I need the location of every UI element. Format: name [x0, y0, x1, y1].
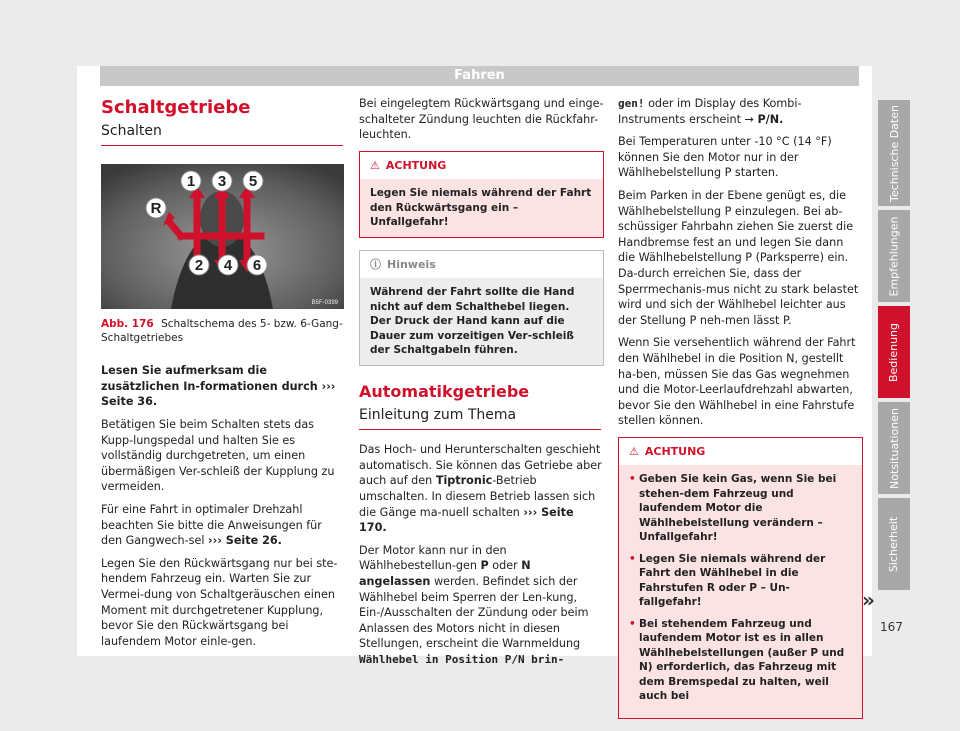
chapter-tabs	[878, 100, 910, 594]
paragraph-text: Tiptronic	[435, 474, 493, 488]
tab-sicherheit[interactable]	[878, 498, 910, 590]
gear-label-r: R	[150, 200, 162, 218]
tab-notsituationen[interactable]	[878, 402, 910, 494]
tab-empfehlungen[interactable]	[878, 210, 910, 302]
hint-box	[359, 250, 604, 366]
paragraph-text: -Betrieb umschalten. In diesem Betrieb lassen sich die Gänge ma-nuell schalten	[359, 474, 596, 519]
gear-label-5: 5	[248, 173, 258, 191]
paragraph	[359, 543, 604, 668]
warning-item: • Geben Sie kein Gas, wenn Sie bei stehen-dem Fahrzeug und laufendem Motor die Wählhebelstellung verändern – Unfallgefahr!	[629, 472, 852, 545]
paragraph	[359, 442, 604, 536]
warning-triangle-icon: ⚠	[370, 158, 380, 172]
tab-label: Bedienung	[887, 322, 901, 382]
paragraph	[101, 502, 346, 549]
warning-item: • Bei stehendem Fahrzeug und laufendem Motor ist es in allen Wählhebelstellungen (außer P und N) erforderlich, das Fahrzeug mit dem Bremspedal zu halten, weil auch bei	[629, 617, 852, 704]
section-title: Automatikgetriebe	[359, 381, 530, 401]
paragraph: Legen Sie den Rückwärtsgang nur bei ste-hendem Fahrzeug ein. Warten Sie zur Vermei-dung von Schaltgeräuschen einen Moment mit durchgetretener Kupplung, bevor Sie den Rückwärtsgang bei laufendem Motor einle-gen.	[101, 556, 338, 648]
paragraph-text: P/N.	[757, 112, 784, 126]
figure-number: Abb. 176	[101, 318, 154, 331]
gear-label-3: 3	[217, 173, 227, 191]
page-reference-link[interactable]: ››› Seite 36.	[101, 379, 336, 409]
column-2	[359, 96, 604, 674]
gear-shift-diagram	[101, 164, 344, 309]
warning-box	[359, 151, 604, 238]
continue-icon: »	[862, 588, 875, 612]
paragraph-text: oder	[492, 559, 518, 573]
section-title: Schaltgetriebe	[101, 97, 251, 118]
info-icon: ⓘ	[370, 257, 381, 271]
paragraph	[618, 96, 863, 127]
page-number: 167	[880, 620, 903, 634]
hint-body: Während der Fahrt sollte die Hand nicht auf dem Schalthebel liegen. Der Druck der Hand kann auf die Dauer zum vorzeitigen Ver-schleiß der Schaltgabeln führen.	[370, 286, 575, 357]
warning-title: ACHTUNG	[644, 444, 706, 458]
warning-body: Legen Sie niemals während der Fahrt den Rückwärtsgang ein – Unfallgefahr!	[370, 187, 592, 229]
warning-body	[619, 465, 862, 718]
paragraph: Bei Temperaturen unter -10 °C (14 °F) können Sie den Motor nur in der Wählhebelstellung P starten.	[618, 135, 832, 180]
tab-technische-daten[interactable]	[878, 100, 910, 206]
gear-label-1: 1	[186, 173, 196, 191]
page-header: Fahren	[100, 66, 859, 86]
warning-title: ACHTUNG	[385, 158, 447, 172]
gear-label-6: 6	[252, 257, 262, 275]
display-message: gen!	[618, 97, 645, 110]
paragraph: Betätigen Sie beim Schalten stets das Kupp-lungspedal und halten Sie es vollständig durchgetreten, um einen übermäßigen Ver-schleiß der Kupplung zu vermeiden.	[101, 417, 335, 494]
paragraph-text: N angelassen	[359, 559, 531, 588]
paragraph: Wenn Sie versehentlich während der Fahrt den Wählhebel in die Position N, gestellt ha-ben, müssen Sie das Gas wegnehmen und die Motor-Leerlaufdrehzahl abwarten, bevor Sie den Wählhebel in eine Fahrstufe stellen können.	[618, 336, 856, 428]
paragraph-text: P	[480, 559, 489, 573]
column-3	[618, 96, 863, 731]
hint-header	[360, 251, 603, 279]
page-reference-link[interactable]: ››› Seite 170.	[359, 505, 574, 535]
warning-header	[619, 438, 862, 466]
paragraph-text: Das Hoch- und Herunterschalten geschieht automatisch. Sie können das Getriebe aber auch auf den	[359, 443, 602, 488]
page-reference-link[interactable]: ››› Seite 26.	[208, 534, 282, 548]
warning-triangle-icon: ⚠	[629, 444, 639, 458]
tab-label: Notsituationen	[887, 407, 901, 489]
tab-label: Empfehlungen	[887, 216, 901, 296]
tab-bedienung[interactable]	[878, 306, 910, 398]
warning-item: • Legen Sie niemals während der Fahrt den Wählhebel in die Fahrstufen R oder P – Un-fallgefahr!	[629, 552, 852, 610]
gear-label-2: 2	[194, 257, 204, 275]
paragraph-text: oder im Display des Kombi-Instruments erscheint	[618, 97, 802, 126]
display-message: Wählhebel in Position P/N brin-	[359, 652, 565, 666]
intro-text: Lesen Sie aufmerksam die zusätzlichen In-formationen durch	[101, 364, 318, 393]
tab-label: Technische Daten	[887, 104, 901, 202]
arrow-right-icon: →	[744, 112, 754, 126]
subsection-title: Schalten	[101, 124, 343, 147]
paragraph: Beim Parken in der Ebene genügt es, die Wählhebelstellung P einzulegen. Bei ab-schüssiger Fahrbahn ziehen Sie zuerst die Handbremse fest an und legen Sie dann die Wählhebelstellung P (Parksperre) ein. Da-durch erreichen Sie, dass der Sperrmechanis-mus nicht zu stark belastet wird und sich der Wählhebel leichter aus der Stellung P neh-men lässt P.	[618, 188, 859, 327]
paragraph-text: Der Motor kann nur in den Wählhebestellun-gen	[359, 543, 507, 573]
figure-code: B5F-0399	[311, 300, 338, 307]
figure-caption-text: Schaltschema des 5- bzw. 6-Gang-Schaltgetriebes	[101, 318, 343, 345]
gear-label-4: 4	[223, 257, 233, 275]
subsection-title: Einleitung zum Thema	[359, 408, 601, 431]
intro-paragraph	[101, 363, 346, 410]
figure-caption	[101, 317, 346, 345]
paragraph: Bei eingelegtem Rückwärtsgang und einge-schalteter Zündung leuchten die Rückfahr-leuchten.	[359, 97, 604, 142]
column-1	[101, 96, 346, 656]
warning-box	[618, 437, 863, 719]
hint-title: Hinweis	[387, 257, 436, 271]
warning-header	[360, 152, 603, 180]
paragraph-text: Für eine Fahrt in optimaler Drehzahl beachten Sie bitte die Anweisungen für den Gangwech-sel	[101, 502, 322, 548]
paragraph-text: werden. Befindet sich der Wählhebel beim Sperren der Len-kung, Ein-/Ausschalten der Zündung oder beim Anlassen des Motors nicht in diesen Stellungen, erscheint die Warnmeldung	[359, 574, 589, 651]
gear-shift-figure	[101, 164, 344, 309]
tab-label: Sicherheit	[887, 516, 901, 572]
